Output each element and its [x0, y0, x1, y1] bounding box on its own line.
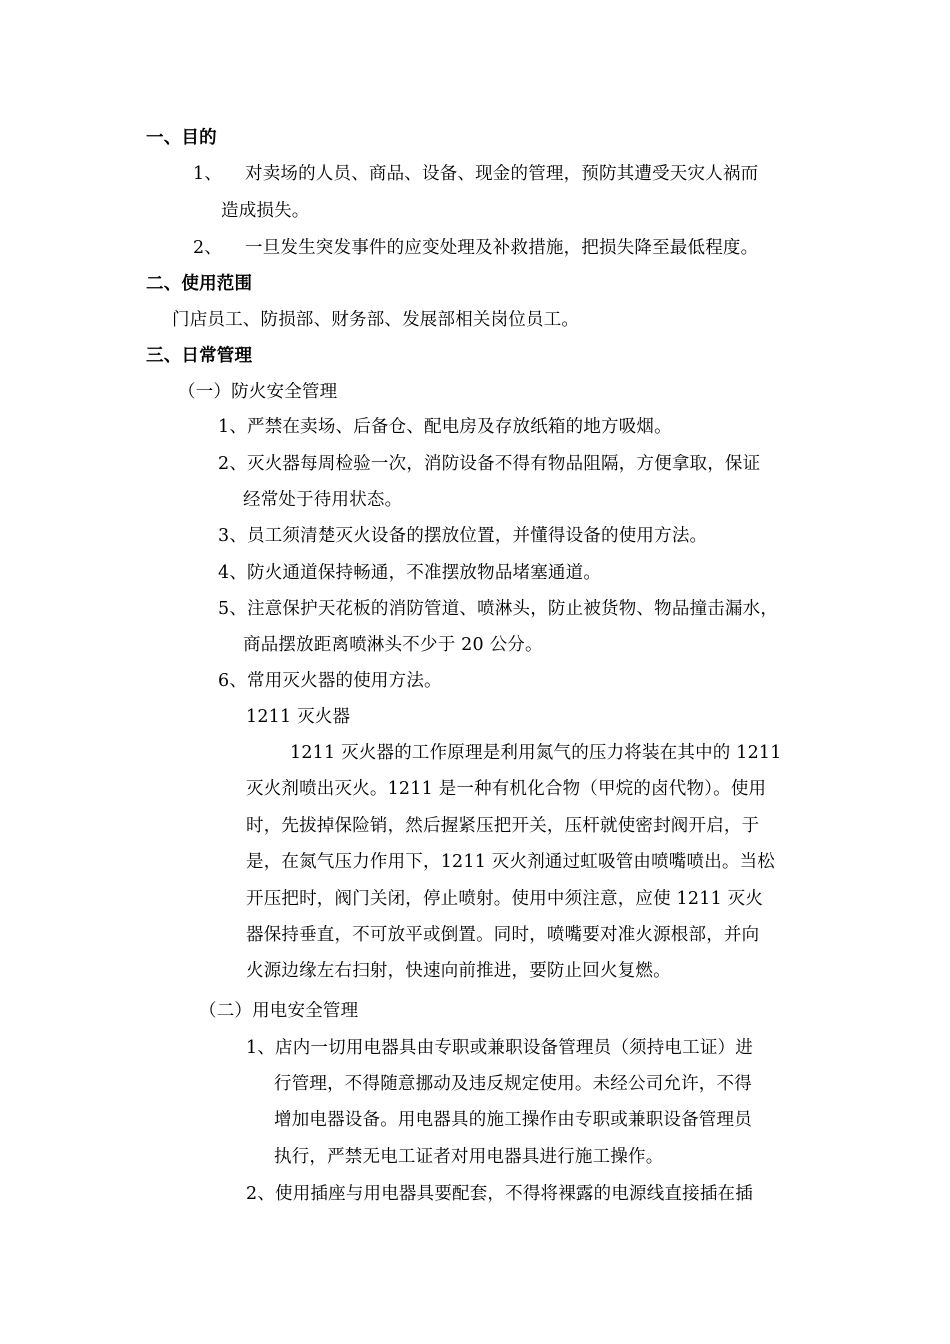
- list-item-text: 一旦发生突发事件的应变处理及补救措施，把损失降至最低程度。: [245, 238, 759, 258]
- electrical-safety-item-continued: 增加电器设备。用电器具的施工操作由专职或兼职设备管理员: [274, 1110, 752, 1130]
- scope-text: 门店员工、防损部、财务部、发展部相关岗位员工。: [172, 310, 580, 330]
- section-heading-purpose: 一、目的: [146, 128, 217, 148]
- extinguisher-paragraph-line: 火源边缘左右扫射，快速向前推进，要防止回火复燃。: [246, 961, 671, 981]
- fire-safety-item: 3、员工须清楚灭火设备的摆放位置，并懂得设备的使用方法。: [218, 526, 708, 546]
- extinguisher-title: 1211 灭火器: [246, 707, 351, 727]
- extinguisher-paragraph-line: 1211 灭火器的工作原理是利用氮气的压力将装在其中的 1211: [290, 743, 782, 763]
- electrical-safety-item: 2、使用插座与用电器具要配套，不得将裸露的电源线直接插在插: [246, 1184, 753, 1204]
- list-item-number: 2、: [193, 238, 223, 258]
- fire-safety-item: 4、防火通道保持畅通，不准摆放物品堵塞通道。: [218, 563, 602, 583]
- fire-safety-item: 5、注意保护天花板的消防管道、喷淋头，防止被货物、物品撞击漏水，: [218, 599, 779, 619]
- extinguisher-paragraph-line: 开压把时，阀门关闭，停止喷射。使用中须注意，应使 1211 灭火: [246, 889, 764, 909]
- extinguisher-paragraph-line: 灭火剂喷出灭火。1211 是一种有机化合物（甲烷的卤代物）。使用: [246, 779, 767, 799]
- list-item-text-continued: 造成损失。: [221, 201, 310, 221]
- electrical-safety-item-continued: 执行，严禁无电工证者对用电器具进行施工操作。: [274, 1147, 664, 1167]
- list-item-number: 1、: [193, 164, 223, 184]
- extinguisher-paragraph-line: 时，先拔掉保险销，然后握紧压把开关，压杆就使密封阀开启，于: [246, 816, 760, 836]
- electrical-safety-item: 1、店内一切用电器具由专职或兼职设备管理员（须持电工证）进: [246, 1038, 753, 1058]
- section-heading-daily-management: 三、日常管理: [146, 346, 253, 366]
- fire-safety-item-continued: 商品摆放距离喷淋头不少于 20 公分。: [243, 635, 543, 655]
- subsection-title-fire-safety: （一）防火安全管理: [178, 382, 338, 402]
- subsection-title-electrical-safety: （二）用电安全管理: [199, 1001, 359, 1021]
- extinguisher-paragraph-line: 是，在氮气压力作用下，1211 灭火剂通过虹吸管由喷嘴喷出。当松: [246, 852, 775, 872]
- extinguisher-paragraph-line: 器保持垂直，不可放平或倒置。同时，喷嘴要对准火源根部，并向: [246, 925, 760, 945]
- fire-safety-item: 6、常用灭火器的使用方法。: [218, 671, 442, 691]
- list-item-text: 对卖场的人员、商品、设备、现金的管理，预防其遭受天灾人祸而: [245, 164, 759, 184]
- section-heading-scope: 二、使用范围: [146, 274, 253, 294]
- fire-safety-item: 2、灭火器每周检验一次，消防设备不得有物品阻隔，方便拿取，保证: [218, 454, 761, 474]
- electrical-safety-item-continued: 行管理，不得随意挪动及违反规定使用。未经公司允许，不得: [274, 1074, 752, 1094]
- fire-safety-item-continued: 经常处于待用状态。: [243, 490, 403, 510]
- fire-safety-item: 1、严禁在卖场、后备仓、配电房及存放纸箱的地方吸烟。: [218, 417, 672, 437]
